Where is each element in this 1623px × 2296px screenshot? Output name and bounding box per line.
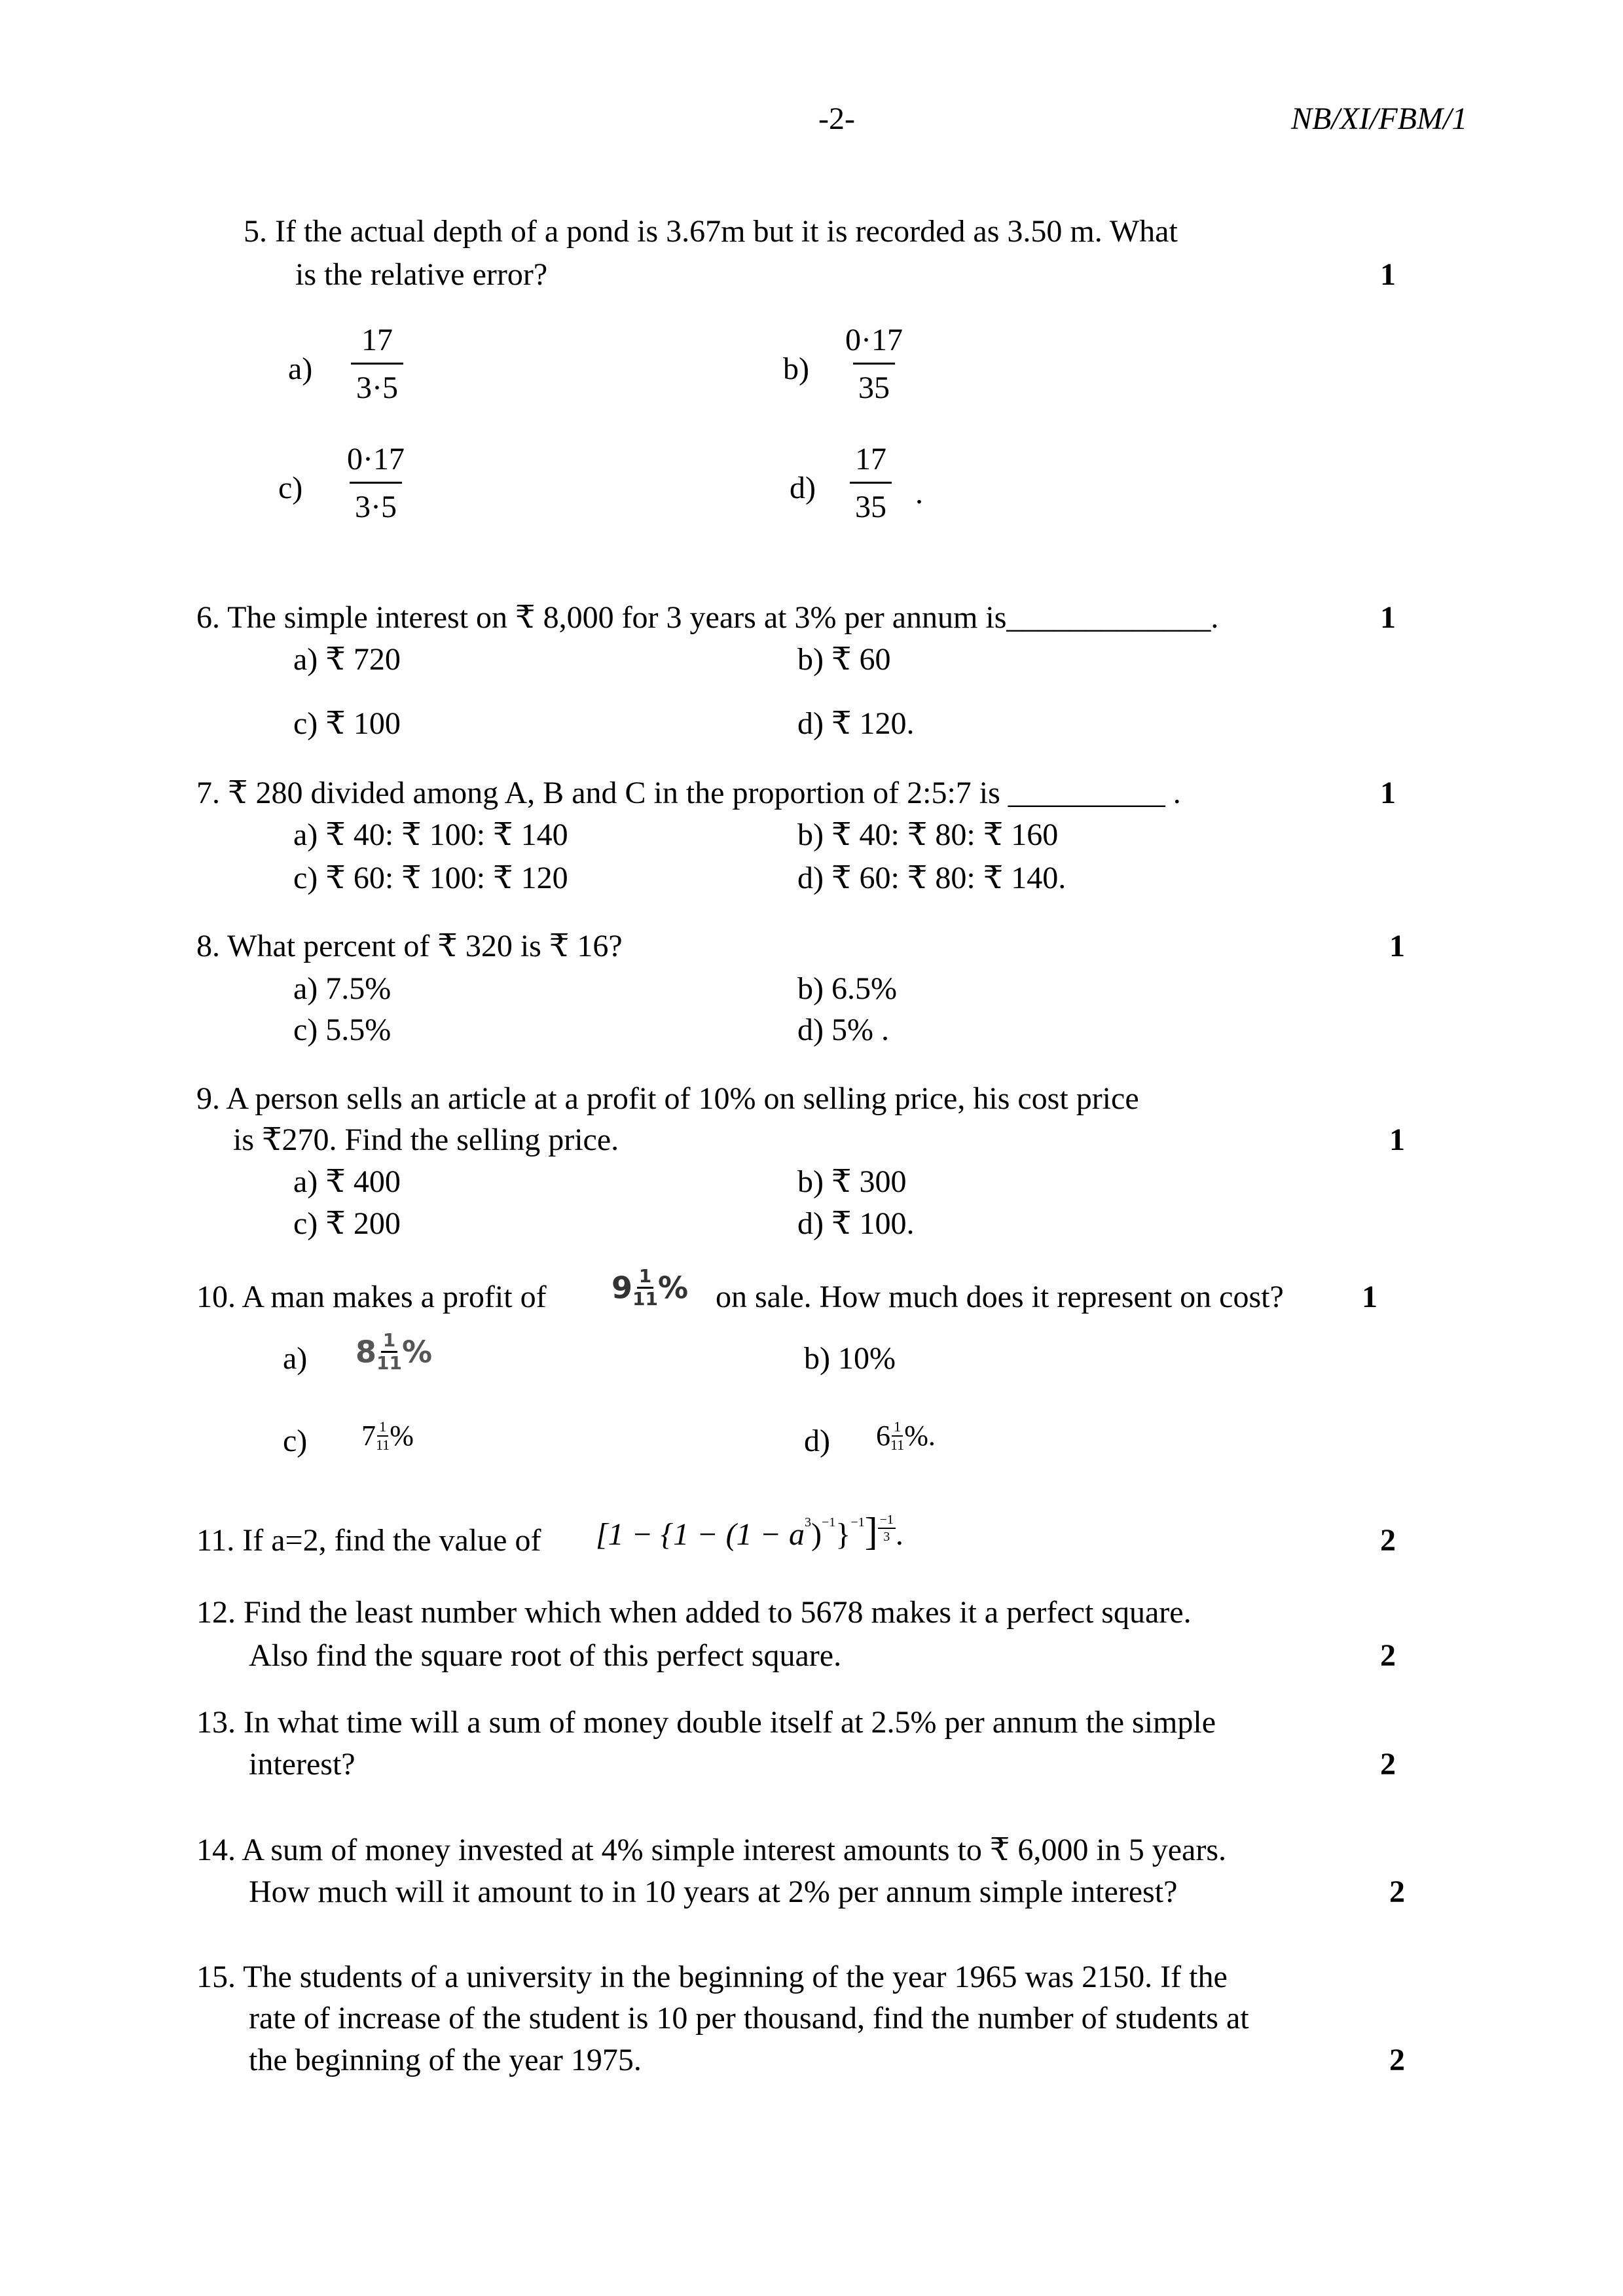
- q7-option-d: d) ₹ 60: ₹ 80: ₹ 140.: [797, 861, 1067, 895]
- q5-option-d-fraction: [850, 444, 892, 523]
- q5-line2: is the relative error?: [295, 257, 548, 292]
- q5-option-d-suffix: .: [915, 476, 923, 511]
- q10-mixed-fraction: [632, 1267, 658, 1308]
- q6-marks: 1: [1380, 600, 1396, 635]
- q7-option-a: a) ₹ 40: ₹ 100: ₹ 140: [293, 817, 568, 852]
- q7-option-c: c) ₹ 60: ₹ 100: ₹ 120: [293, 861, 568, 895]
- q5-marks: 1: [1380, 257, 1396, 292]
- q5-option-b-denominator: 35: [853, 363, 895, 404]
- q15-line2: rate of increase of the student is 10 per thousand, find the number of students at: [249, 2001, 1249, 2036]
- q11-text: 11. If a=2, find the value of: [196, 1523, 541, 1558]
- q9-option-a: a) ₹ 400: [293, 1164, 401, 1199]
- q10-option-c-num: 1: [377, 1420, 388, 1437]
- q10-option-c-value: [361, 1419, 414, 1452]
- q11-expr-close: ]: [864, 1510, 878, 1553]
- paper-code: NB/XI/FBM/1: [1291, 101, 1468, 136]
- q10-option-c-den: 11: [376, 1436, 390, 1453]
- q10-mixed-num: 1: [637, 1267, 653, 1289]
- q12-marks: 2: [1380, 1638, 1396, 1673]
- q9-option-d: d) ₹ 100.: [797, 1206, 915, 1241]
- q14-marks: 2: [1389, 1874, 1405, 1909]
- q10-option-a-value: [356, 1331, 432, 1372]
- q11-outer-exp-num: −1: [878, 1513, 896, 1529]
- q10-option-d-num: 1: [892, 1420, 903, 1437]
- q9-line1: 9. A person sells an article at a profit of 10% on selling price, his cost price: [196, 1081, 1139, 1116]
- q10-option-a-num: 1: [381, 1331, 397, 1353]
- q10-option-a-den: 11: [376, 1352, 402, 1374]
- q10-text-before: 10. A man makes a profit of: [196, 1280, 547, 1314]
- q6-option-a: a) ₹ 720: [293, 642, 401, 677]
- q11-expr-main: [1 − {1 − (1 − a: [596, 1517, 805, 1552]
- q13-line1: 13. In what time will a sum of money double itself at 2.5% per annum the simple: [196, 1705, 1216, 1740]
- q10-option-d-whole: 6: [876, 1419, 890, 1452]
- q9-option-b: b) ₹ 300: [797, 1164, 907, 1199]
- q10-option-a-fraction: [376, 1331, 402, 1372]
- q6-option-b: b) ₹ 60: [797, 642, 891, 677]
- q5-option-c-fraction: [342, 444, 410, 523]
- q10-option-c-whole: 7: [361, 1419, 376, 1452]
- q5-option-a-fraction: [351, 325, 403, 404]
- q10-mixed-number: [611, 1267, 688, 1308]
- q5-option-c-denominator: 3·5: [350, 482, 402, 523]
- q5-option-d-label: d): [790, 471, 816, 505]
- q6-option-d: d) ₹ 120.: [797, 706, 915, 741]
- q8-option-b: b) 6.5%: [797, 971, 897, 1006]
- q10-option-d-label: d): [804, 1424, 830, 1458]
- q7-text: 7. ₹ 280 divided among A, B and C in the proportion of 2:5:7 is __________ .: [196, 776, 1181, 810]
- q7-option-b: b) ₹ 40: ₹ 80: ₹ 160: [797, 817, 1059, 852]
- page-number: -2-: [818, 101, 855, 136]
- q5-option-a-numerator: 17: [361, 323, 393, 357]
- q7-marks: 1: [1380, 776, 1396, 810]
- q5-option-b-numerator: 0·17: [845, 323, 903, 357]
- q14-line1: 14. A sum of money invested at 4% simple interest amounts to ₹ 6,000 in 5 years.: [196, 1833, 1227, 1867]
- q5-option-c-label: c): [278, 471, 303, 505]
- q8-option-d: d) 5% .: [797, 1013, 889, 1047]
- q12-line1: 12. Find the least number which when added to 5678 makes it a perfect square.: [196, 1595, 1192, 1630]
- q10-option-c-pct: %: [390, 1419, 414, 1452]
- q10-option-a-label: a): [283, 1341, 308, 1376]
- q9-option-c: c) ₹ 200: [293, 1206, 401, 1241]
- q10-option-d-fraction: [890, 1420, 904, 1452]
- q5-option-a-denominator: 3·5: [351, 363, 403, 404]
- q5-option-c-numerator: 0·17: [347, 442, 405, 476]
- q10-option-d-value: [876, 1419, 936, 1452]
- q13-line2: interest?: [249, 1747, 356, 1782]
- q10-option-a-whole: 8: [356, 1334, 377, 1370]
- q11-expr-mid: ): [811, 1517, 822, 1552]
- q9-line2: is ₹270. Find the selling price.: [233, 1122, 619, 1157]
- q5-option-d-denominator: 35: [850, 482, 892, 523]
- q8-text: 8. What percent of ₹ 320 is ₹ 16?: [196, 929, 623, 963]
- q11-expr-end: .: [895, 1517, 903, 1552]
- q12-line2: Also find the square root of this perfect square.: [249, 1638, 842, 1673]
- q6-option-c: c) ₹ 100: [293, 706, 401, 741]
- q11-marks: 2: [1380, 1523, 1396, 1558]
- q10-marks: 1: [1362, 1280, 1377, 1314]
- q5-option-b-label: b): [783, 351, 809, 386]
- q11-exp-neg1b: −1: [850, 1515, 865, 1530]
- q5-option-d-numerator: 17: [855, 442, 886, 476]
- q10-option-a-pct: %: [401, 1334, 433, 1370]
- q10-text-after: on sale. How much does it represent on cost?: [716, 1280, 1284, 1314]
- q11-outer-exponent: [878, 1513, 896, 1543]
- q5-line1: 5. If the actual depth of a pond is 3.67m but it is recorded as 3.50 m. What: [244, 214, 1178, 249]
- q5-option-a-label: a): [288, 351, 313, 386]
- q11-outer-exp-den: 3: [883, 1530, 890, 1544]
- q10-mixed-whole: 9: [611, 1270, 633, 1306]
- q14-line2: How much will it amount to in 10 years at 2% per annum simple interest?: [249, 1874, 1178, 1909]
- q11-exp-neg1: −1: [822, 1515, 836, 1530]
- q9-marks: 1: [1389, 1122, 1405, 1157]
- q6-text: 6. The simple interest on ₹ 8,000 for 3 years at 3% per annum is_____________.: [196, 600, 1219, 635]
- q10-option-c-fraction: [376, 1420, 390, 1452]
- q10-option-d-pct: %.: [904, 1419, 936, 1452]
- q11-exp-3: 3: [805, 1515, 812, 1530]
- q10-option-b: b) 10%: [804, 1341, 896, 1376]
- q8-marks: 1: [1389, 929, 1405, 963]
- q10-mixed-pct: %: [657, 1270, 689, 1306]
- q15-line3: the beginning of the year 1975.: [249, 2043, 642, 2077]
- q15-marks: 2: [1389, 2043, 1405, 2077]
- q15-line1: 15. The students of a university in the beginning of the year 1965 was 2150. If the: [196, 1960, 1228, 1994]
- q13-marks: 2: [1380, 1747, 1396, 1782]
- q5-option-b-fraction: [840, 325, 908, 404]
- q11-expression: [596, 1512, 903, 1551]
- q8-option-a: a) 7.5%: [293, 971, 392, 1006]
- q11-expr-brace: }: [835, 1517, 851, 1552]
- q10-option-d-den: 11: [890, 1436, 905, 1453]
- q8-option-c: c) 5.5%: [293, 1013, 392, 1047]
- q10-option-c-label: c): [283, 1424, 308, 1458]
- q10-mixed-den: 11: [632, 1288, 658, 1310]
